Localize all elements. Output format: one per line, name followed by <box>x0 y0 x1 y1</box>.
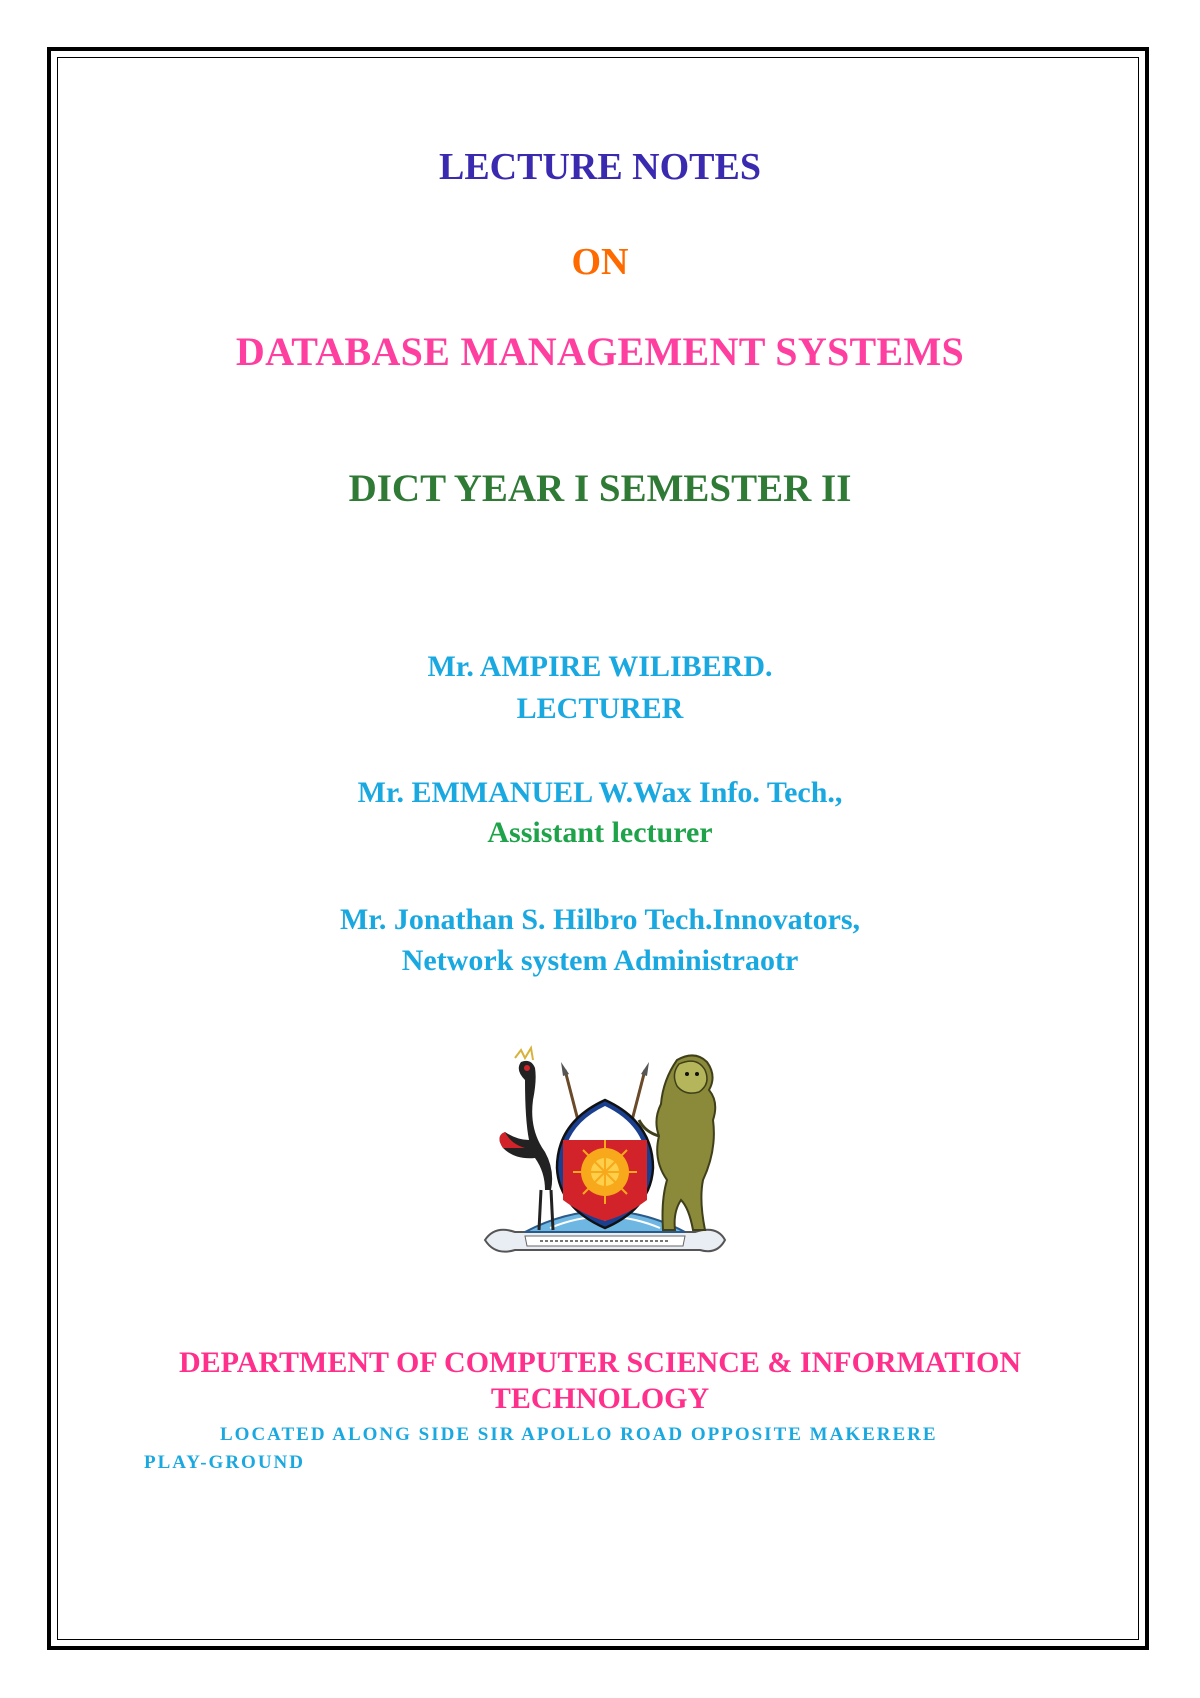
location-line2: PLAY-GROUND <box>144 1452 306 1473</box>
subject-title: DATABASE MANAGEMENT SYSTEMS <box>235 329 965 374</box>
coat-of-arms-icon <box>455 1040 755 1300</box>
crest-shield <box>557 1100 653 1228</box>
document-title: LECTURE NOTES <box>438 146 762 188</box>
course-title: DICT YEAR I SEMESTER II <box>348 467 852 510</box>
staff-role-1: LECTURER <box>516 692 684 725</box>
crest-lion <box>639 1055 715 1230</box>
location-line1: LOCATED ALONG SIDE SIR APOLLO ROAD OPPOSITE MAKERERE <box>220 1424 938 1445</box>
staff-name-1: Mr. AMPIRE WILIBERD. <box>427 650 773 683</box>
staff-name-2: Mr. EMMANUEL W.Wax Info. Tech., <box>357 776 843 809</box>
crest-ribbon <box>485 1230 725 1252</box>
crest-crane <box>499 1048 553 1230</box>
title-connector: ON <box>571 241 629 283</box>
department-name-line2: TECHNOLOGY <box>490 1382 710 1415</box>
staff-role-2: Assistant lecturer <box>487 816 713 849</box>
department-name-line1: DEPARTMENT OF COMPUTER SCIENCE & INFORMATION <box>178 1346 1022 1379</box>
staff-name-3: Mr. Jonathan S. Hilbro Tech.Innovators, <box>339 903 861 936</box>
staff-role-3: Network system Administraotr <box>401 944 799 977</box>
